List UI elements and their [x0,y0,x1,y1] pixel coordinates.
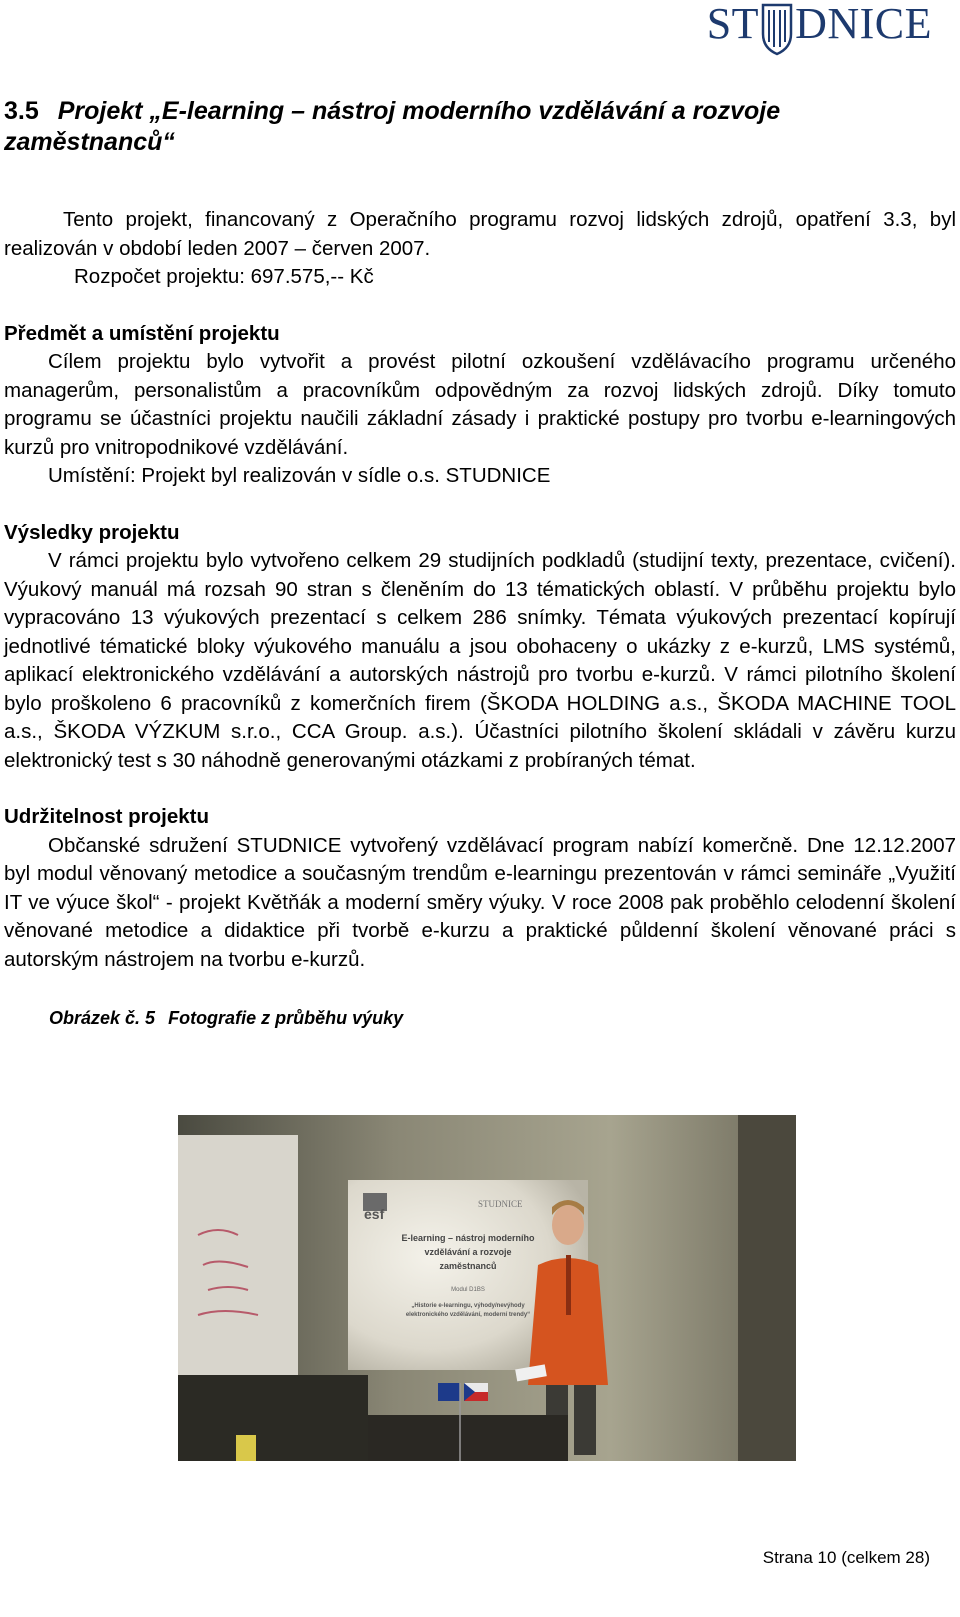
classroom-photo [178,1115,796,1461]
heading-predmet: Předmět a umístění projektu [4,321,280,345]
slide-logo: STUDNICE [478,1199,523,1209]
slide-title-line1: E-learning – nástroj moderního [401,1233,535,1243]
figure-label: Obrázek č. 5 [49,1008,156,1028]
heading-udrzitelnost: Udržitelnost projektu [4,805,210,828]
heading-vysledky: Výsledky projektu [4,520,180,544]
section-heading [4,96,956,158]
slide-brand: esf [364,1206,385,1222]
logo-text-left: ST [706,0,760,48]
udrzitelnost-paragraph: Občanské sdružení STUDNICE vytvořený vzdělávací program nabízí komerčně. Dne 12.12.2007 byl modul věnovaný metodice a současným trendům e-learningu prezentován v rámci semináře „Využití IT ve výuce škol“ - projekt Květňák a moderní směry výuky. V roce 2008 pak proběhlo celodenní školení věnované metodice a didaktice při tvorbě e-kurzu a praktické půldenní školení věnované práci s autorským nástrojem na tvorbu e-kurzů. [4,833,956,971]
figure-caption [4,1006,956,1030]
studnice-logo [707,2,932,58]
slide-title-line3: zaměstnanců [439,1261,497,1271]
slide-subtitle-line2: elektronického vzdělávání, moderní trendy“ [405,1312,531,1318]
predmet-paragraph: Cílem projektu bylo vytvořit a provést pilotní ozkoušení vzdělávacího programu určeného managerům, personalistům a pracovníkům odpovědným za rozvoj lidských zdrojů. Díky tomuto programu se účastníci projektu naučili základní zásady i praktické postupy pro tvorbu e-learningových kurzů pro vnitropodnikové vzdělávání. [4,350,956,459]
section-title: Projekt „E-learning – nástroj moderního vzdělávání a rozvoje zaměstnanců“ [4,97,781,156]
section-number: 3.5 [4,97,39,125]
logo-shield-icon [760,2,794,56]
budget-line: Rozpočet projektu: 697.575,-- Kč [74,265,374,288]
logo-text-right: DNICE [795,0,932,48]
page-content [4,96,956,1030]
slide-subtitle-line1: „Historie e-learningu, výhody/nevýhody [411,1303,525,1309]
slide-title-line2: vzdělávání a rozvoje [424,1247,512,1257]
slide-module: Modul D1BS [451,1287,485,1293]
figure-title: Fotografie z průběhu výuky [168,1008,404,1028]
eu-flag-icon [438,1383,460,1401]
umisteni-line: Umístění: Projekt byl realizován v sídle o.s. STUDNICE [48,464,551,487]
intro-paragraph: Tento projekt, financovaný z Operačního programu rozvoj lidských zdrojů, opatření 3.3, byl realizován v období leden 2007 – červen 2007. [4,208,956,260]
photo-illustration [178,1115,796,1461]
page-footer: Strana 10 (celkem 28) [762,1548,930,1567]
vysledky-paragraph: V rámci projektu bylo vytvořeno celkem 29 studijních podkladů (studijní texty, prezentace, cvičení). Výukový manuál má rozsah 90 stran s členěním do 13 tématických oblastí. V průběhu projektu bylo vypracováno 13 výukových prezentací s celkem 286 snímky. Témata výukových prezentací kopírují jednotlivé tématické bloky výukového manuálu a jsou obohaceny o ukázky z e-kurzů, LMS systémů, aplikací elektronického vzdělávání a autorských nástrojů pro tvorbu e-kurzů. V rámci pilotního školení bylo proškoleno 6 pracovníků z komerčních firem (ŠKODA HOLDING a.s., ŠKODA MACHINE TOOL a.s., ŠKODA VÝZKUM s.r.o., CCA Group. a.s.). Účastníci pilotního školení skládali v závěru kurzu elektronický test s 30 náhodně generovanými otázkami z probíraných témat. [4,549,956,772]
